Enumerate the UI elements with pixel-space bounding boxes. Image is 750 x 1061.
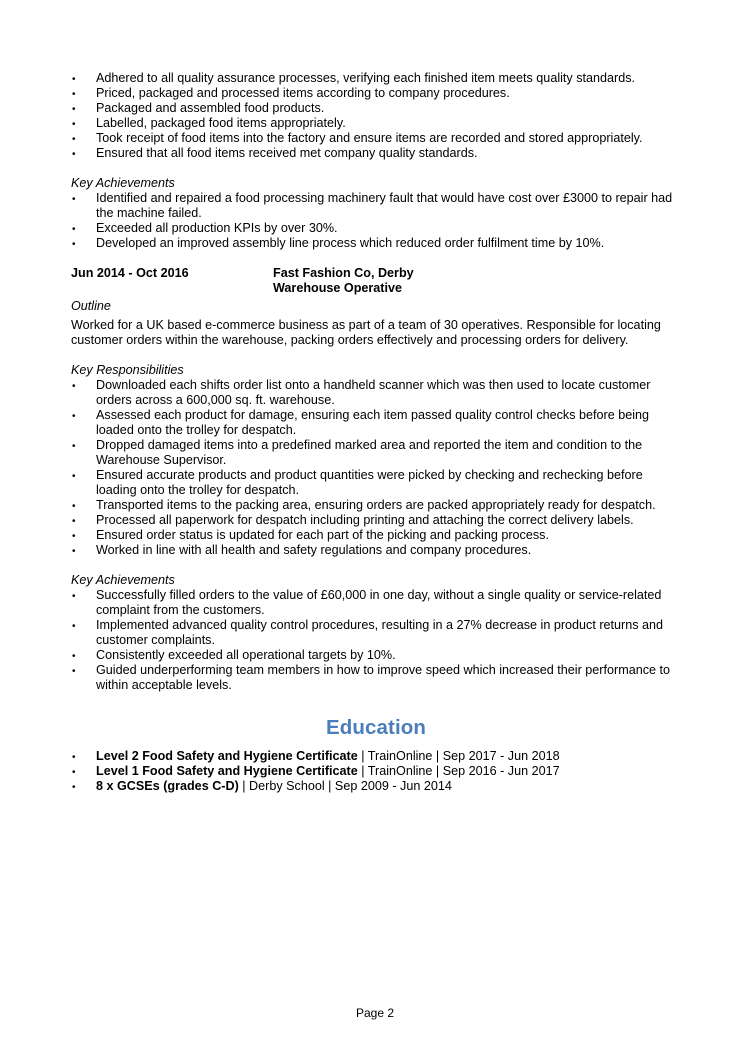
list-item: • Successfully filled orders to the value of £60,000 in one day, without a single quality or service-related complaint from the customers. bbox=[71, 588, 681, 618]
job2-achievements-label: Key Achievements bbox=[71, 573, 175, 587]
education-item-details: | TrainOnline | Sep 2017 - Jun 2018 bbox=[357, 749, 560, 763]
job2-outline-text: Worked for a UK based e-commerce business as part of a team of 30 operatives. Responsible for locating customer orders within the warehouse, packing orders effectively and processing orders for delivery. bbox=[71, 318, 661, 347]
education-item bbox=[71, 779, 681, 794]
list-item: • Priced, packaged and processed items according to company procedures. bbox=[71, 86, 681, 101]
education-item-name: Level 2 Food Safety and Hygiene Certificate bbox=[96, 749, 358, 763]
list-item: • Ensured that all food items received met company quality standards. bbox=[71, 146, 681, 161]
list-item: • Ensured order status is updated for each part of the picking and packing process. bbox=[71, 528, 681, 543]
job2-company: Fast Fashion Co, Derby bbox=[273, 266, 414, 280]
education-item bbox=[71, 749, 681, 764]
job2-header bbox=[71, 266, 681, 296]
education-item bbox=[71, 764, 681, 779]
education-heading: Education bbox=[326, 716, 426, 739]
list-item: • Implemented advanced quality control procedures, resulting in a 27% decrease in product returns and customer complaints. bbox=[71, 618, 681, 648]
education-item-name: Level 1 Food Safety and Hygiene Certificate bbox=[96, 764, 358, 778]
list-item: • Downloaded each shifts order list onto a handheld scanner which was then used to locate customer orders across a 600,000 sq. ft. warehouse. bbox=[71, 378, 681, 408]
job1-responsibilities-list bbox=[71, 71, 681, 161]
job2-responsibilities-label: Key Responsibilities bbox=[71, 363, 184, 377]
job2-achievements-list bbox=[71, 588, 681, 693]
job1-achievements-list bbox=[71, 191, 681, 251]
education-item-name: 8 x GCSEs (grades C-D) bbox=[96, 779, 239, 793]
list-item: • Ensured accurate products and product quantities were picked by checking and rechecking before loading onto the trolley for despatch. bbox=[71, 468, 681, 498]
list-item: • Assessed each product for damage, ensuring each item passed quality control checks before being loaded onto the trolley for despatch. bbox=[71, 408, 681, 438]
page-number: Page 2 bbox=[355, 1006, 395, 1020]
list-item: • Took receipt of food items into the factory and ensure items are recorded and stored appropriately. bbox=[71, 131, 681, 146]
job2-role: Warehouse Operative bbox=[273, 281, 403, 295]
list-item: • Worked in line with all health and safety regulations and company procedures. bbox=[71, 543, 681, 558]
list-item: • Developed an improved assembly line process which reduced order fulfilment time by 10%. bbox=[71, 236, 681, 251]
job2-responsibilities-list bbox=[71, 378, 681, 558]
job2-dates: Jun 2014 - Oct 2016 bbox=[71, 266, 189, 280]
job1-achievements-label: Key Achievements bbox=[71, 176, 175, 190]
list-item: • Labelled, packaged food items appropriately. bbox=[71, 116, 681, 131]
job2-company-block bbox=[273, 266, 414, 296]
list-item: • Processed all paperwork for despatch including printing and attaching the correct delivery labels. bbox=[71, 513, 681, 528]
page-content bbox=[71, 71, 681, 794]
list-item: • Identified and repaired a food processing machinery fault that would have cost over £3000 to repair had the machine failed. bbox=[71, 191, 681, 221]
list-item: • Adhered to all quality assurance processes, verifying each finished item meets quality standards. bbox=[71, 71, 681, 86]
list-item: • Dropped damaged items into a predefined marked area and reported the item and condition to the Warehouse Supervisor. bbox=[71, 438, 681, 468]
list-item: • Consistently exceeded all operational targets by 10%. bbox=[71, 648, 681, 663]
list-item: • Guided underperforming team members in how to improve speed which increased their performance to within acceptable levels. bbox=[71, 663, 681, 693]
education-item-details: | TrainOnline | Sep 2016 - Jun 2017 bbox=[357, 764, 560, 778]
education-item-details: | Derby School | Sep 2009 - Jun 2014 bbox=[238, 779, 452, 793]
education-list bbox=[71, 749, 681, 794]
list-item: • Packaged and assembled food products. bbox=[71, 101, 681, 116]
list-item: • Exceeded all production KPIs by over 30%. bbox=[71, 221, 681, 236]
list-item: • Transported items to the packing area, ensuring orders are packed appropriately ready for despatch. bbox=[71, 498, 681, 513]
job2-outline-label: Outline bbox=[71, 299, 111, 313]
